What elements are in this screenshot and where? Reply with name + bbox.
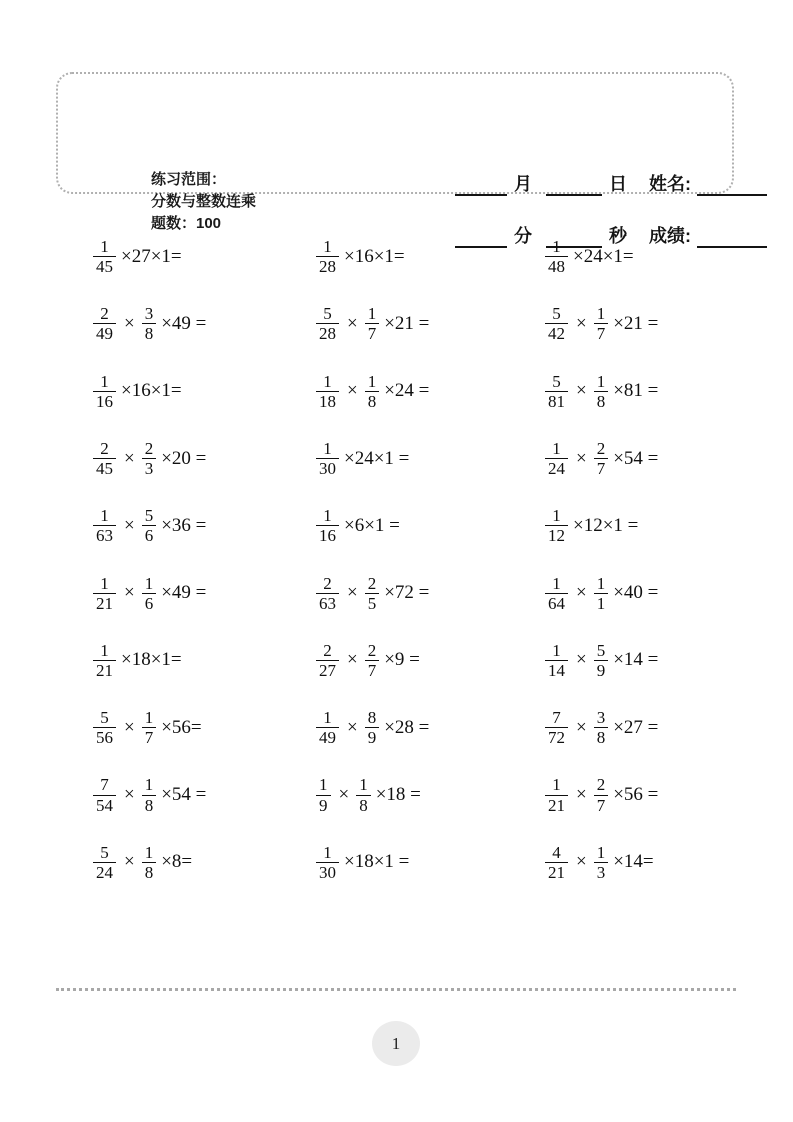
numerator: 1 bbox=[144, 573, 154, 593]
numerator: 1 bbox=[367, 371, 377, 391]
problem-tail: ×40 = bbox=[613, 582, 659, 604]
fraction bbox=[594, 843, 609, 882]
numerator: 1 bbox=[144, 708, 154, 728]
denominator: 56 bbox=[93, 727, 116, 747]
numerator: 1 bbox=[552, 640, 561, 660]
problem-tail: ×14= bbox=[613, 851, 654, 873]
problem-tail: ×54 = bbox=[161, 784, 207, 806]
problem-tail: ×9 = bbox=[384, 649, 420, 671]
numerator: 2 bbox=[596, 775, 606, 795]
denominator: 49 bbox=[93, 323, 116, 343]
times-sign: × bbox=[576, 784, 587, 806]
problem-10 bbox=[93, 425, 316, 492]
times-sign: × bbox=[347, 649, 358, 671]
numerator: 1 bbox=[100, 640, 109, 660]
problem-1 bbox=[93, 223, 316, 290]
times-sign: × bbox=[124, 582, 135, 604]
fraction bbox=[142, 574, 157, 613]
numerator: 2 bbox=[323, 573, 332, 593]
denominator: 7 bbox=[365, 660, 380, 680]
numerator: 1 bbox=[100, 506, 109, 526]
numerator: 1 bbox=[552, 573, 561, 593]
problem-24 bbox=[545, 694, 753, 761]
denominator: 45 bbox=[93, 458, 116, 478]
problem-tail: ×54 = bbox=[613, 447, 659, 469]
problem-8 bbox=[316, 358, 545, 425]
fraction bbox=[142, 775, 157, 814]
denominator: 27 bbox=[316, 660, 339, 680]
problem-16 bbox=[93, 559, 316, 626]
problem-20 bbox=[316, 627, 545, 694]
problem-4 bbox=[93, 290, 316, 357]
problem-12 bbox=[545, 425, 753, 492]
fraction bbox=[142, 304, 157, 343]
problem-tail: ×24×1 = bbox=[344, 447, 410, 469]
numerator: 1 bbox=[100, 371, 109, 391]
numerator: 4 bbox=[552, 842, 561, 862]
numerator: 1 bbox=[100, 237, 109, 257]
numerator: 1 bbox=[596, 842, 606, 862]
denominator: 8 bbox=[142, 323, 157, 343]
fraction bbox=[142, 506, 157, 545]
denominator: 21 bbox=[545, 795, 568, 815]
problem-tail: ×21 = bbox=[613, 312, 659, 334]
problem-tail: ×27 = bbox=[613, 716, 659, 738]
numerator: 8 bbox=[367, 708, 377, 728]
problem-tail: ×12×1 = bbox=[573, 514, 639, 536]
denominator: 21 bbox=[93, 593, 116, 613]
day-blank bbox=[546, 174, 602, 196]
problem-7 bbox=[93, 358, 316, 425]
denominator: 7 bbox=[365, 323, 380, 343]
problem-tail: ×21 = bbox=[384, 312, 430, 334]
problem-tail: ×18 = bbox=[375, 784, 421, 806]
numerator: 2 bbox=[596, 439, 606, 458]
denominator: 7 bbox=[594, 323, 609, 343]
denominator: 8 bbox=[594, 727, 609, 747]
numerator: 5 bbox=[596, 640, 606, 660]
numerator: 1 bbox=[552, 439, 561, 458]
numerator: 5 bbox=[552, 371, 561, 391]
problem-tail: ×24 = bbox=[384, 380, 430, 402]
denominator: 21 bbox=[93, 660, 116, 680]
day-label: 日 bbox=[609, 174, 627, 194]
times-sign: × bbox=[124, 312, 135, 334]
fraction bbox=[545, 506, 568, 545]
numerator: 5 bbox=[100, 842, 109, 862]
times-sign: × bbox=[347, 582, 358, 604]
times-sign: × bbox=[576, 582, 587, 604]
numerator: 1 bbox=[596, 304, 606, 324]
denominator: 9 bbox=[594, 660, 609, 680]
problem-6 bbox=[545, 290, 753, 357]
problem-tail: ×24×1= bbox=[573, 245, 634, 267]
fraction bbox=[142, 708, 157, 747]
numerator: 1 bbox=[552, 237, 561, 257]
problem-21 bbox=[545, 627, 753, 694]
denominator: 16 bbox=[316, 525, 339, 545]
numerator: 1 bbox=[319, 775, 328, 795]
numerator: 1 bbox=[323, 506, 332, 526]
denominator: 45 bbox=[93, 256, 116, 276]
numerator: 1 bbox=[144, 775, 154, 795]
fraction bbox=[142, 439, 157, 478]
problem-19 bbox=[93, 627, 316, 694]
problem-tail: ×72 = bbox=[384, 582, 430, 604]
problem-tail: ×28 = bbox=[384, 716, 430, 738]
fraction bbox=[594, 775, 609, 814]
fraction bbox=[93, 304, 116, 343]
fraction bbox=[545, 775, 568, 814]
times-sign: × bbox=[347, 380, 358, 402]
denominator: 63 bbox=[93, 525, 116, 545]
problem-tail: ×16×1= bbox=[121, 380, 182, 402]
fraction bbox=[594, 304, 609, 343]
numerator: 1 bbox=[323, 371, 332, 391]
problem-23 bbox=[316, 694, 545, 761]
problem-tail: ×56 = bbox=[613, 784, 659, 806]
problem-tail: ×56= bbox=[161, 716, 202, 738]
numerator: 1 bbox=[552, 775, 561, 795]
header-box bbox=[56, 72, 734, 246]
numerator: 5 bbox=[552, 304, 561, 324]
denominator: 81 bbox=[545, 391, 568, 411]
denominator: 6 bbox=[142, 593, 157, 613]
fraction bbox=[365, 304, 380, 343]
denominator: 30 bbox=[316, 862, 339, 882]
numerator: 1 bbox=[359, 775, 368, 795]
fraction bbox=[594, 708, 609, 747]
numerator: 1 bbox=[367, 304, 377, 324]
numerator: 5 bbox=[323, 304, 332, 324]
problem-tail: ×8= bbox=[161, 851, 193, 873]
page-number: 1 bbox=[391, 1033, 401, 1053]
date-name-row bbox=[455, 172, 767, 196]
numerator: 7 bbox=[552, 708, 561, 728]
problem-3 bbox=[545, 223, 753, 290]
score-label: 成绩: bbox=[649, 226, 691, 246]
problem-15 bbox=[545, 492, 753, 559]
fraction bbox=[365, 372, 380, 411]
numerator: 3 bbox=[596, 708, 606, 728]
denominator: 24 bbox=[545, 458, 568, 478]
fraction bbox=[365, 574, 380, 613]
problem-25 bbox=[93, 761, 316, 828]
numerator: 5 bbox=[100, 708, 109, 728]
problem-18 bbox=[545, 559, 753, 626]
fraction bbox=[594, 641, 609, 680]
times-sign: × bbox=[576, 649, 587, 671]
denominator: 8 bbox=[142, 795, 157, 815]
problem-tail: ×18×1 = bbox=[344, 851, 410, 873]
fraction bbox=[93, 708, 116, 747]
denominator: 28 bbox=[316, 323, 339, 343]
scope-value: 分数与整数连乘 bbox=[151, 193, 257, 210]
fraction bbox=[545, 708, 568, 747]
denominator: 9 bbox=[316, 795, 331, 815]
name-label: 姓名: bbox=[649, 174, 691, 194]
fraction bbox=[545, 304, 568, 343]
times-sign: × bbox=[576, 716, 587, 738]
fraction bbox=[365, 708, 380, 747]
numerator: 1 bbox=[552, 506, 561, 526]
problem-9 bbox=[545, 358, 753, 425]
fraction bbox=[594, 439, 609, 478]
denominator: 7 bbox=[142, 727, 157, 747]
numerator: 1 bbox=[144, 842, 154, 862]
times-sign: × bbox=[124, 716, 135, 738]
denominator: 9 bbox=[365, 727, 380, 747]
problem-tail: ×20 = bbox=[161, 447, 207, 469]
month-blank bbox=[455, 174, 507, 196]
minute-label: 分 bbox=[514, 226, 532, 246]
denominator: 14 bbox=[545, 660, 568, 680]
fraction bbox=[316, 574, 339, 613]
numerator: 2 bbox=[144, 439, 154, 458]
times-sign: × bbox=[576, 447, 587, 469]
denominator: 8 bbox=[365, 391, 380, 411]
fraction bbox=[316, 708, 339, 747]
numerator: 1 bbox=[596, 371, 606, 391]
numerator: 1 bbox=[323, 237, 332, 257]
denominator: 7 bbox=[594, 458, 609, 478]
denominator: 64 bbox=[545, 593, 568, 613]
fraction bbox=[93, 372, 116, 411]
denominator: 8 bbox=[356, 795, 371, 815]
denominator: 8 bbox=[594, 391, 609, 411]
fraction bbox=[93, 506, 116, 545]
times-sign: × bbox=[347, 312, 358, 334]
numerator: 2 bbox=[100, 304, 109, 324]
denominator: 24 bbox=[93, 862, 116, 882]
numerator: 2 bbox=[367, 640, 377, 660]
problem-14 bbox=[316, 492, 545, 559]
fraction bbox=[545, 237, 568, 276]
fraction bbox=[316, 843, 339, 882]
fraction bbox=[93, 775, 116, 814]
denominator: 28 bbox=[316, 256, 339, 276]
problem-17 bbox=[316, 559, 545, 626]
numerator: 5 bbox=[144, 506, 154, 526]
numerator: 2 bbox=[323, 640, 332, 660]
times-sign: × bbox=[576, 380, 587, 402]
problem-tail: ×18×1= bbox=[121, 649, 182, 671]
page-number-badge bbox=[372, 1021, 420, 1066]
denominator: 3 bbox=[142, 458, 157, 478]
denominator: 63 bbox=[316, 593, 339, 613]
denominator: 54 bbox=[93, 795, 116, 815]
denominator: 18 bbox=[316, 391, 339, 411]
problem-11 bbox=[316, 425, 545, 492]
fraction bbox=[93, 439, 116, 478]
times-sign: × bbox=[347, 716, 358, 738]
numerator: 1 bbox=[323, 708, 332, 728]
fraction bbox=[93, 574, 116, 613]
denominator: 7 bbox=[594, 795, 609, 815]
question-count: 题数：100 bbox=[151, 215, 222, 232]
denominator: 48 bbox=[545, 256, 568, 276]
month-label: 月 bbox=[514, 174, 532, 194]
denominator: 49 bbox=[316, 727, 339, 747]
fraction bbox=[316, 641, 339, 680]
problem-29 bbox=[316, 829, 545, 896]
times-sign: × bbox=[576, 312, 587, 334]
fraction bbox=[545, 641, 568, 680]
scope-label: 练习范围： bbox=[151, 171, 227, 188]
fraction bbox=[316, 304, 339, 343]
denominator: 12 bbox=[545, 525, 568, 545]
numerator: 3 bbox=[144, 304, 154, 324]
denominator: 8 bbox=[142, 862, 157, 882]
numerator: 1 bbox=[596, 573, 606, 593]
numerator: 2 bbox=[100, 439, 109, 458]
numerator: 1 bbox=[100, 573, 109, 593]
numerator: 7 bbox=[100, 775, 109, 795]
problem-tail: ×27×1= bbox=[121, 245, 182, 267]
fraction bbox=[545, 372, 568, 411]
problem-tail: ×14 = bbox=[613, 649, 659, 671]
fraction bbox=[316, 439, 339, 478]
denominator: 16 bbox=[93, 391, 116, 411]
denominator: 1 bbox=[594, 593, 609, 613]
problem-tail: ×49 = bbox=[161, 582, 207, 604]
fraction bbox=[356, 775, 371, 814]
times-sign: × bbox=[338, 784, 350, 806]
fraction bbox=[545, 439, 568, 478]
problem-26 bbox=[316, 761, 545, 828]
times-sign: × bbox=[124, 514, 135, 536]
denominator: 21 bbox=[545, 862, 568, 882]
denominator: 5 bbox=[365, 593, 380, 613]
problem-27 bbox=[545, 761, 753, 828]
fraction bbox=[316, 372, 339, 411]
problem-tail: ×6×1 = bbox=[344, 514, 400, 536]
fraction bbox=[594, 574, 609, 613]
fraction bbox=[93, 641, 116, 680]
footer-divider bbox=[56, 988, 736, 991]
fraction bbox=[365, 641, 380, 680]
problem-tail: ×36 = bbox=[161, 514, 207, 536]
fraction bbox=[316, 506, 339, 545]
numerator: 2 bbox=[367, 573, 377, 593]
fraction bbox=[316, 775, 331, 814]
problem-tail: ×81 = bbox=[613, 380, 659, 402]
fraction bbox=[93, 237, 116, 276]
denominator: 3 bbox=[594, 862, 609, 882]
denominator: 6 bbox=[142, 525, 157, 545]
times-sign: × bbox=[124, 447, 135, 469]
problem-5 bbox=[316, 290, 545, 357]
fraction bbox=[142, 843, 157, 882]
problem-22 bbox=[93, 694, 316, 761]
problem-28 bbox=[93, 829, 316, 896]
denominator: 30 bbox=[316, 458, 339, 478]
fraction bbox=[316, 237, 339, 276]
problem-tail: ×49 = bbox=[161, 312, 207, 334]
problem-tail: ×16×1= bbox=[344, 245, 405, 267]
numerator: 1 bbox=[323, 842, 332, 862]
times-sign: × bbox=[576, 851, 587, 873]
times-sign: × bbox=[124, 851, 135, 873]
fraction bbox=[545, 843, 568, 882]
fraction bbox=[545, 574, 568, 613]
problem-13 bbox=[93, 492, 316, 559]
second-label: 秒 bbox=[609, 226, 627, 246]
problem-30 bbox=[545, 829, 753, 896]
problem-2 bbox=[316, 223, 545, 290]
fraction bbox=[594, 372, 609, 411]
denominator: 42 bbox=[545, 323, 568, 343]
problem-grid bbox=[93, 223, 753, 896]
fraction bbox=[93, 843, 116, 882]
times-sign: × bbox=[124, 784, 135, 806]
numerator: 1 bbox=[323, 439, 332, 458]
denominator: 72 bbox=[545, 727, 568, 747]
name-blank bbox=[697, 174, 767, 196]
